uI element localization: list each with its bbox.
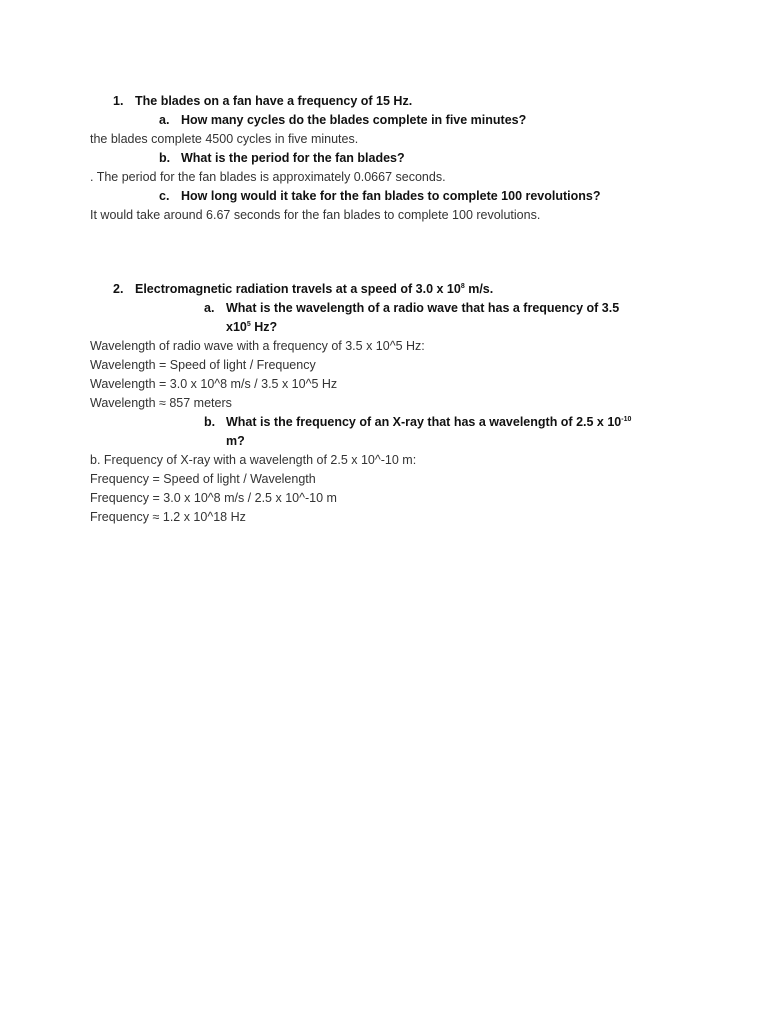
answer-1b: . The period for the fan blades is approximately 0.0667 seconds. — [90, 170, 446, 184]
question-1c-text: How long would it take for the fan blades to complete 100 revolutions? — [181, 189, 601, 203]
question-1a-letter: a. — [159, 113, 170, 127]
question-2 — [113, 281, 493, 297]
answer-2a-line-2: Wavelength = Speed of light / Frequency — [90, 358, 316, 372]
question-2a-letter: a. — [204, 301, 215, 315]
question-2a-exponent: 5 — [246, 320, 251, 328]
answer-2a-line-1: Wavelength of radio wave with a frequency of 3.5 x 10^5 Hz: — [90, 339, 425, 353]
question-2b-exponent: -10 — [621, 415, 632, 423]
answer-2b-line-2: Frequency = Speed of light / Wavelength — [90, 472, 316, 486]
question-1b-letter: b. — [159, 151, 171, 165]
answer-2b-line-1: b. Frequency of X-ray with a wavelength of 2.5 x 10^-10 m: — [90, 453, 417, 467]
question-2-text-end: m/s. — [464, 282, 494, 296]
question-2-text: Electromagnetic radiation travels at a speed of 3.0 x 10 — [135, 282, 461, 296]
question-1 — [113, 93, 412, 109]
answer-2b-line-4: Frequency ≈ 1.2 x 10^18 Hz — [90, 510, 246, 524]
question-1c-letter: c. — [159, 189, 170, 203]
question-2b-line2: m? — [226, 434, 245, 448]
question-1a-text: How many cycles do the blades complete in five minutes? — [181, 113, 527, 127]
question-2-number: 2. — [113, 282, 124, 296]
question-2a-text-line2-end: Hz? — [250, 320, 278, 334]
answer-1a: the blades complete 4500 cycles in five minutes. — [90, 132, 359, 146]
question-1b — [159, 150, 405, 166]
question-2b — [204, 414, 631, 430]
question-1b-text: What is the period for the fan blades? — [181, 151, 405, 165]
question-1c — [159, 188, 601, 204]
answer-2b-line-3: Frequency = 3.0 x 10^8 m/s / 2.5 x 10^-10 m — [90, 491, 337, 505]
question-2a-text-line1: What is the wavelength of a radio wave that has a frequency of 3.5 — [226, 301, 620, 315]
question-2-exponent: 8 — [460, 282, 465, 290]
question-2a-text-line2: x10 — [226, 320, 247, 334]
question-2a-line2 — [226, 319, 277, 335]
answer-2a-line-4: Wavelength ≈ 857 meters — [90, 396, 232, 410]
question-1-number: 1. — [113, 94, 124, 108]
answer-1c: It would take around 6.67 seconds for the fan blades to complete 100 revolutions. — [90, 208, 541, 222]
question-1a — [159, 112, 526, 128]
question-2a — [204, 300, 619, 316]
question-2b-letter: b. — [204, 415, 216, 429]
question-1-text: The blades on a fan have a frequency of 15 Hz. — [135, 94, 413, 108]
answer-2a-line-3: Wavelength = 3.0 x 10^8 m/s / 3.5 x 10^5 Hz — [90, 377, 338, 391]
question-2b-text-line1: What is the frequency of an X-ray that has a wavelength of 2.5 x 10 — [226, 415, 622, 429]
